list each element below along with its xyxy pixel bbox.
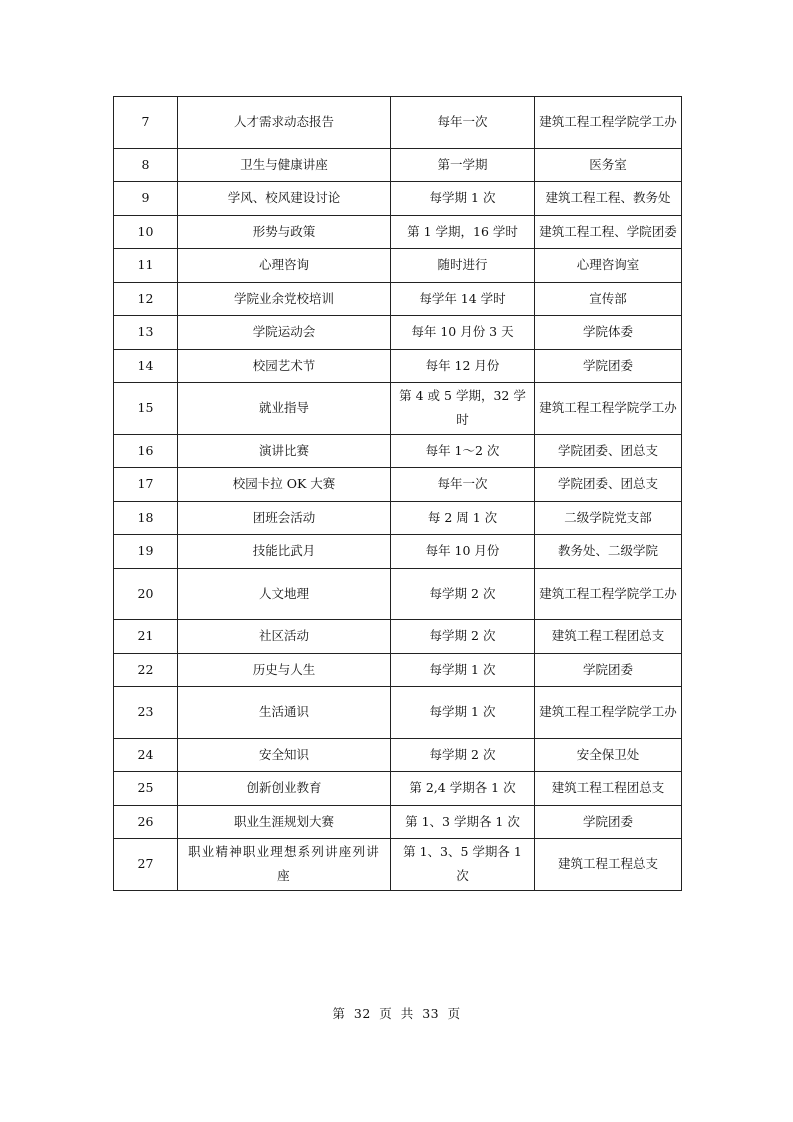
activity-name: 人文地理	[178, 568, 391, 620]
activity-name: 校园艺术节	[178, 349, 391, 383]
activity-time: 每学期 1 次	[391, 653, 535, 687]
activity-organizer: 建筑工程工程、学院团委	[535, 215, 682, 249]
activity-time: 每年一次	[391, 97, 535, 149]
row-number: 8	[114, 148, 178, 182]
activity-time: 第 4 或 5 学期，32 学时	[391, 383, 535, 435]
table-row	[114, 349, 682, 383]
table-row	[114, 383, 682, 435]
activity-organizer: 学院团委、团总支	[535, 434, 682, 468]
table-row	[114, 653, 682, 687]
table-row	[114, 434, 682, 468]
activity-schedule-table	[113, 96, 682, 891]
activity-name: 人才需求动态报告	[178, 97, 391, 149]
row-number: 24	[114, 738, 178, 772]
activity-name: 技能比武月	[178, 535, 391, 569]
table-row	[114, 568, 682, 620]
activity-organizer: 学院团委、团总支	[535, 468, 682, 502]
activity-organizer: 教务处、二级学院	[535, 535, 682, 569]
activity-name: 学院运动会	[178, 316, 391, 350]
row-number: 19	[114, 535, 178, 569]
activity-time: 第 1、3、5 学期各 1 次	[391, 839, 535, 891]
row-number: 17	[114, 468, 178, 502]
table-row	[114, 501, 682, 535]
activity-organizer: 建筑工程工程总支	[535, 839, 682, 891]
table-row	[114, 535, 682, 569]
row-number: 10	[114, 215, 178, 249]
row-number: 16	[114, 434, 178, 468]
activity-organizer: 建筑工程工程团总支	[535, 620, 682, 654]
activity-time: 每年 12 月份	[391, 349, 535, 383]
table-row	[114, 468, 682, 502]
activity-organizer: 建筑工程工程团总支	[535, 772, 682, 806]
activity-time: 每学期 1 次	[391, 687, 535, 739]
activity-time: 每学期 1 次	[391, 182, 535, 216]
activity-organizer: 学院团委	[535, 653, 682, 687]
row-number: 11	[114, 249, 178, 283]
activity-organizer: 学院团委	[535, 349, 682, 383]
activity-name: 职业生涯规划大赛	[178, 805, 391, 839]
activity-time: 每 2 周 1 次	[391, 501, 535, 535]
page-footer: 第 32 页 共 33 页	[332, 1006, 461, 1021]
activity-time: 每年一次	[391, 468, 535, 502]
row-number: 15	[114, 383, 178, 435]
activity-time: 第 1、3 学期各 1 次	[391, 805, 535, 839]
activity-time: 每年 10 月份 3 天	[391, 316, 535, 350]
activity-organizer: 建筑工程工程学院学工办	[535, 687, 682, 739]
row-number: 20	[114, 568, 178, 620]
table-row	[114, 215, 682, 249]
row-number: 12	[114, 282, 178, 316]
table-row	[114, 182, 682, 216]
activity-organizer: 宣传部	[535, 282, 682, 316]
row-number: 18	[114, 501, 178, 535]
activity-organizer: 学院体委	[535, 316, 682, 350]
activity-name: 心理咨询	[178, 249, 391, 283]
activity-organizer: 医务室	[535, 148, 682, 182]
activity-organizer: 心理咨询室	[535, 249, 682, 283]
activity-time: 每学年 14 学时	[391, 282, 535, 316]
activity-name: 职业精神职业理想系列讲座列讲座	[178, 839, 391, 891]
row-number: 14	[114, 349, 178, 383]
activity-organizer: 建筑工程工程学院学工办	[535, 568, 682, 620]
table-row	[114, 772, 682, 806]
table-row	[114, 282, 682, 316]
table-row	[114, 687, 682, 739]
row-number: 25	[114, 772, 178, 806]
activity-name: 安全知识	[178, 738, 391, 772]
activity-time: 每学期 2 次	[391, 620, 535, 654]
activity-name: 社区活动	[178, 620, 391, 654]
table-row	[114, 839, 682, 891]
activity-organizer: 安全保卫处	[535, 738, 682, 772]
activity-name: 形势与政策	[178, 215, 391, 249]
row-number: 13	[114, 316, 178, 350]
activity-time: 随时进行	[391, 249, 535, 283]
row-number: 9	[114, 182, 178, 216]
activity-time: 第 1 学期，16 学时	[391, 215, 535, 249]
activity-name: 学院业余党校培训	[178, 282, 391, 316]
activity-name: 就业指导	[178, 383, 391, 435]
activity-name: 卫生与健康讲座	[178, 148, 391, 182]
activity-organizer: 学院团委	[535, 805, 682, 839]
table-row	[114, 620, 682, 654]
row-number: 21	[114, 620, 178, 654]
activity-time: 每学期 2 次	[391, 738, 535, 772]
row-number: 7	[114, 97, 178, 149]
activity-name: 团班会活动	[178, 501, 391, 535]
row-number: 27	[114, 839, 178, 891]
activity-name: 演讲比赛	[178, 434, 391, 468]
row-number: 23	[114, 687, 178, 739]
table-row	[114, 316, 682, 350]
table-row	[114, 148, 682, 182]
activity-name: 生活通识	[178, 687, 391, 739]
activity-organizer: 建筑工程工程学院学工办	[535, 383, 682, 435]
activity-name: 学风、校风建设讨论	[178, 182, 391, 216]
activity-time: 第 2,4 学期各 1 次	[391, 772, 535, 806]
activity-organizer: 建筑工程工程学院学工办	[535, 97, 682, 149]
activity-name: 创新创业教育	[178, 772, 391, 806]
table-row	[114, 97, 682, 149]
row-number: 26	[114, 805, 178, 839]
table-row	[114, 249, 682, 283]
activity-name: 校园卡拉 OK 大赛	[178, 468, 391, 502]
activity-time: 第一学期	[391, 148, 535, 182]
table-row	[114, 805, 682, 839]
activity-time: 每年 10 月份	[391, 535, 535, 569]
activity-name: 历史与人生	[178, 653, 391, 687]
table-row	[114, 738, 682, 772]
activity-time: 每年 1～2 次	[391, 434, 535, 468]
activity-organizer: 建筑工程工程、教务处	[535, 182, 682, 216]
row-number: 22	[114, 653, 178, 687]
activity-time: 每学期 2 次	[391, 568, 535, 620]
activity-organizer: 二级学院党支部	[535, 501, 682, 535]
